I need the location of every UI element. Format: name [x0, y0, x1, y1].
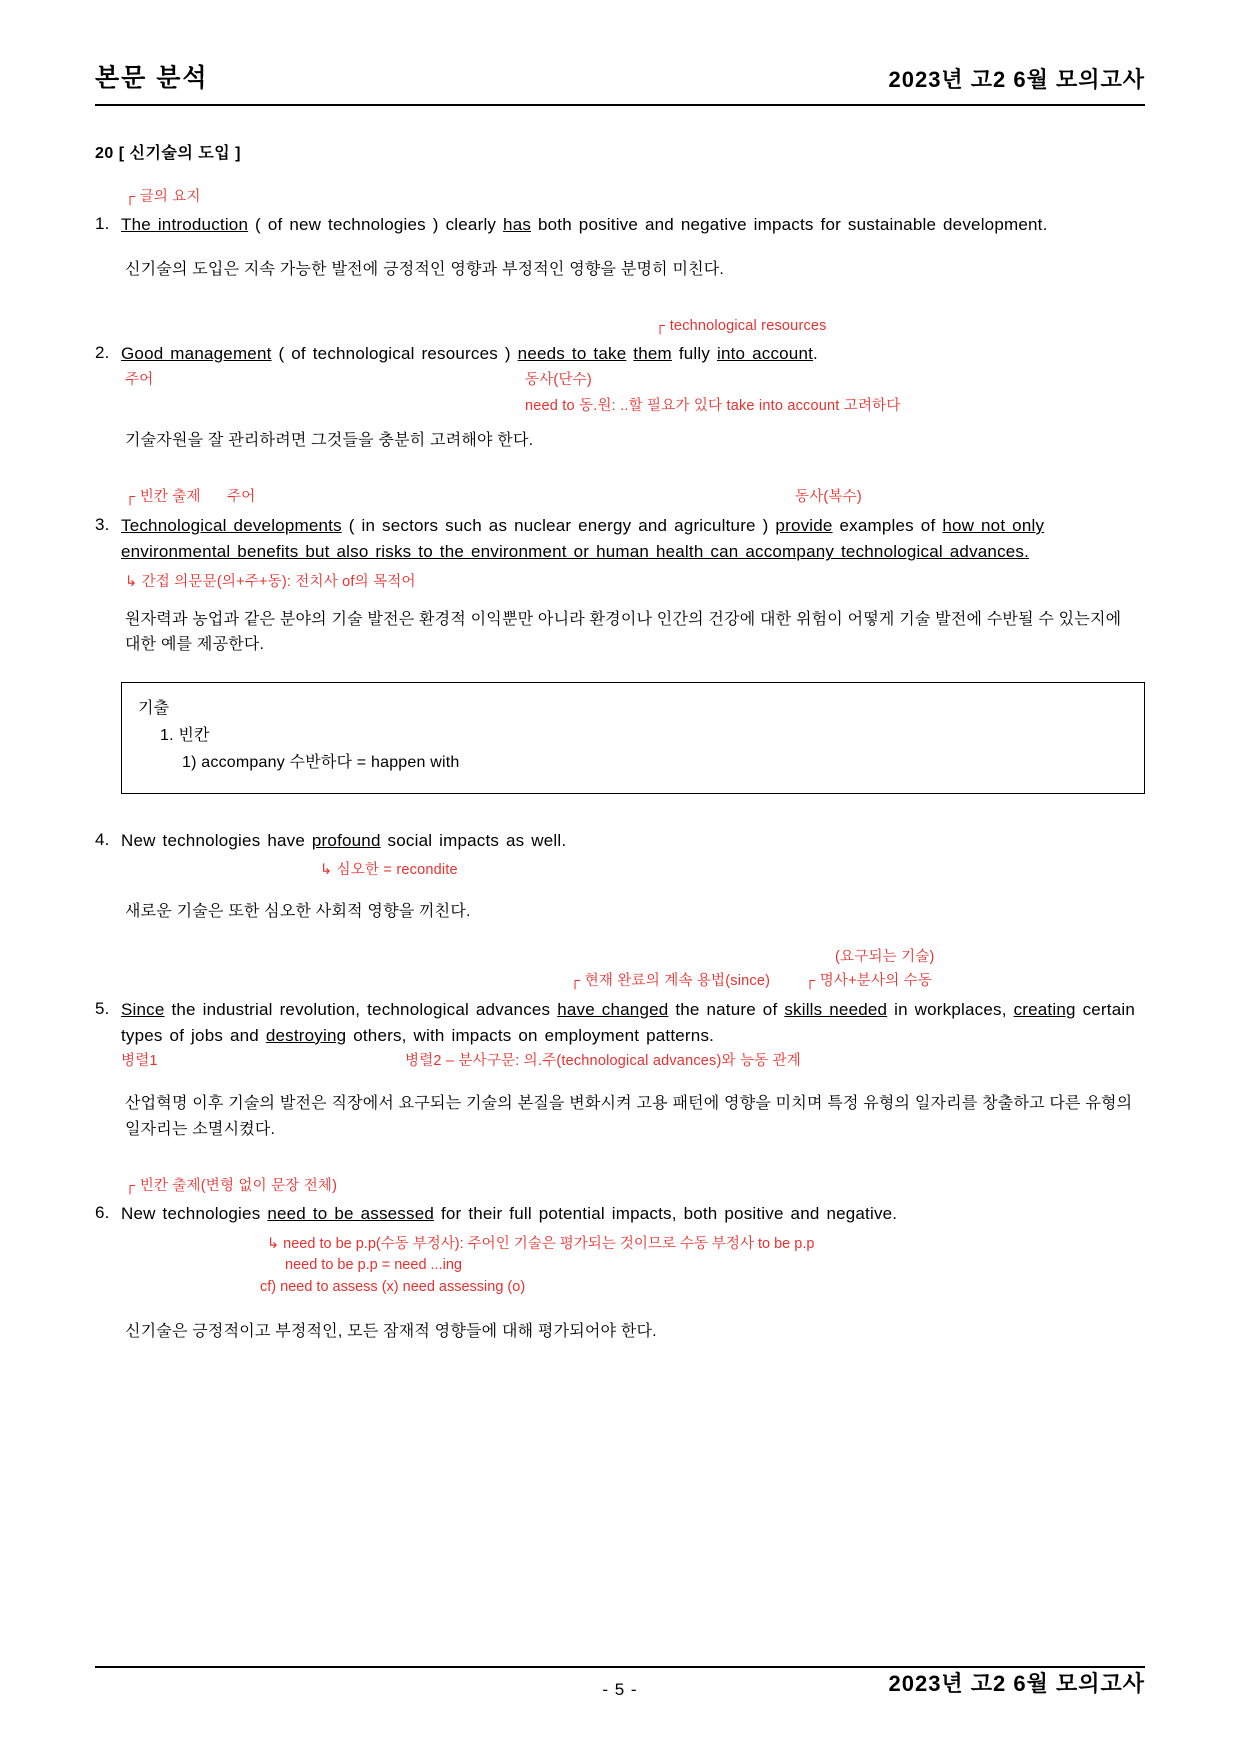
example-box — [121, 682, 1145, 794]
english-line-5 — [95, 997, 1145, 1050]
annotation-parallel-1-5: 병렬1 — [121, 1053, 158, 1070]
annotation-blank-question-3: ┌ 빈칸 출제 — [125, 489, 201, 506]
korean-translation-1: 신기술의 도입은 지속 가능한 발전에 긍정적인 영향과 부정적인 영향을 분명히 미친다. — [125, 260, 725, 278]
annotation-above-row-5 — [95, 947, 1145, 997]
annotation-subject-2: 주어 — [125, 371, 154, 388]
plain-text: in workplaces, — [887, 999, 1014, 1019]
annotation-above-2: ┌ technological resources — [655, 318, 827, 335]
underline-phrase: need to be assessed — [267, 1204, 435, 1224]
underline-phrase: how not only environmental benefits but also risks to the environment or human health can accompany technological advances. — [121, 516, 1045, 562]
korean-translation-5: 산업혁명 이후 기술의 발전은 직장에서 요구되는 기술의 본질을 변화시켜 고용 패턴에 영향을 미치며 특정 유형의 일자리를 창출하고 다른 유형의 일자리는 소멸시켰다. — [125, 1095, 1133, 1138]
page-footer — [95, 1666, 1145, 1700]
footer-exam-name: 2023년 고2 6월 모의고사 — [888, 1671, 1145, 1696]
annotation-required-skill-5: (요구되는 기술) — [835, 948, 935, 965]
underline-phrase: needs to take — [517, 344, 627, 364]
plain-text: ( of technological resources ) — [271, 344, 518, 364]
english-text-3 — [121, 513, 1145, 566]
plain-text: the industrial revolution, technological advances — [164, 999, 558, 1019]
plain-text: examples of — [832, 516, 943, 536]
item-number-4: 4. — [95, 829, 110, 849]
underline-phrase: them — [633, 344, 672, 364]
annotation-verb-3: 동사(복수) — [795, 489, 862, 506]
plain-text: . — [813, 344, 818, 364]
korean-translation-4: 새로운 기술은 또한 심오한 사회적 영향을 끼친다. — [125, 902, 471, 920]
section-title: 20 [ 신기술의 도입 ] — [95, 145, 241, 162]
document-content — [95, 106, 1145, 1345]
plain-text: ( in sectors such as nuclear energy and agriculture ) — [341, 516, 776, 536]
underline-phrase: has — [503, 215, 532, 235]
underline-phrase: have changed — [557, 999, 669, 1019]
underline-phrase: skills needed — [784, 999, 888, 1019]
english-text-2 — [121, 341, 1145, 367]
underline-phrase: profound — [311, 830, 381, 850]
plain-text: others, with impacts on employment patterns. — [346, 1025, 715, 1045]
annotation-above-1: ┌ 글의 요지 — [125, 189, 201, 206]
item-number-1: 1. — [95, 214, 110, 234]
annotation-above-row-3 — [95, 487, 1145, 513]
underline-phrase: Since — [121, 999, 165, 1019]
annotation-verb-2: 동사(단수) — [525, 371, 592, 388]
annotation-detail-2: need to 동.원: ..할 필요가 있다 take into account 고려하다 — [525, 397, 901, 414]
english-text-4 — [121, 828, 1145, 854]
underline-phrase: The introduction — [121, 215, 249, 235]
korean-translation-2: 기술자원을 잘 관리하려면 그것들을 충분히 고려해야 한다. — [125, 431, 534, 449]
annotation-present-perfect-5: ┌ 현재 완료의 계속 용법(since) — [570, 972, 771, 989]
plain-text: ( of new technologies ) clearly — [248, 215, 504, 235]
plain-text: fully — [671, 344, 717, 364]
underline-phrase: Technological developments — [121, 516, 342, 536]
korean-translation-3: 원자력과 농업과 같은 분야의 기술 발전은 환경적 이익뿐만 아니라 환경이나 인간의 건강에 대한 위험이 어떻게 기술 발전에 수반될 수 있는지에 대한 예를 제공한다. — [125, 610, 1122, 654]
item-number-2: 2. — [95, 343, 110, 363]
underline-phrase: into account — [716, 344, 814, 364]
sentence-block-6 — [95, 1176, 1145, 1344]
annotation-detail-line-3-6: cf) need to assess (x) need assessing (o) — [260, 1279, 526, 1296]
plain-text: both positive and negative impacts for sustainable development. — [531, 215, 1048, 235]
page-header — [95, 0, 1145, 106]
sentence-block-5 — [95, 947, 1145, 1143]
annotation-parallel-2-5: 병렬2 – 분사구문: 의.주(technological advances)와 능동 관계 — [405, 1053, 802, 1070]
annotation-detail-line-2-6: need to be p.p = need ...ing — [285, 1257, 462, 1274]
sentence-block-1 — [95, 187, 1145, 282]
underline-phrase: Good management — [121, 344, 272, 364]
example-box-line-2: 1) accompany 수반하다 = happen with — [182, 754, 460, 772]
sentence-block-2 — [95, 316, 1145, 453]
annotation-above-6: ┌ 빈칸 출제(변형 없이 문장 전체) — [125, 1178, 338, 1195]
english-line-4 — [95, 828, 1145, 854]
page-number: - 5 - — [602, 1680, 638, 1699]
header-exam-name: 2023년 고2 6월 모의고사 — [888, 67, 1145, 92]
english-text-1 — [121, 212, 1145, 238]
english-line-6 — [95, 1201, 1145, 1227]
sentence-block-3 — [95, 487, 1145, 793]
plain-text: for their full potential impacts, both positive and negative. — [434, 1204, 898, 1224]
item-number-6: 6. — [95, 1203, 110, 1223]
annotation-detail-4: ↳ 심오한 = recondite — [320, 861, 458, 878]
example-box-line-1: 1. 빈칸 — [160, 727, 210, 745]
underline-phrase: provide — [775, 516, 833, 536]
plain-text: New technologies — [121, 1204, 268, 1224]
underline-phrase: creating — [1013, 999, 1076, 1019]
annotation-row-2 — [95, 370, 1145, 424]
english-text-5 — [121, 997, 1145, 1050]
english-line-3 — [95, 513, 1145, 566]
example-box-title: 기출 — [138, 699, 170, 717]
annotation-row-5 — [95, 1051, 1145, 1077]
english-line-2 — [95, 341, 1145, 367]
item-number-5: 5. — [95, 998, 110, 1018]
plain-text: social impacts as well. — [380, 830, 567, 850]
header-title: 본문 분석 — [95, 64, 209, 92]
underline-phrase: destroying — [265, 1025, 347, 1045]
annotation-detail-line-1-6: ↳ need to be p.p(수동 부정사): 주어인 기술은 평가되는 것이므로 수동 부정사 to be p.p — [267, 1235, 815, 1252]
plain-text: certain types of jobs and — [121, 999, 1136, 1045]
english-text-6 — [121, 1201, 1145, 1227]
annotation-detail-3: ↳ 간접 의문문(의+주+동): 전치사 of의 목적어 — [125, 573, 416, 590]
item-number-3: 3. — [95, 515, 110, 535]
sentence-block-4 — [95, 828, 1145, 925]
plain-text: the nature of — [668, 999, 785, 1019]
annotation-noun-participle-5: ┌ 명사+분사의 수동 — [805, 972, 933, 989]
annotation-subject-3: 주어 — [227, 489, 256, 506]
plain-text: New technologies have — [121, 830, 312, 850]
korean-translation-6: 신기술은 긍정적이고 부정적인, 모든 잠재적 영향들에 대해 평가되어야 한다. — [125, 1322, 657, 1340]
english-line-1 — [95, 212, 1145, 238]
